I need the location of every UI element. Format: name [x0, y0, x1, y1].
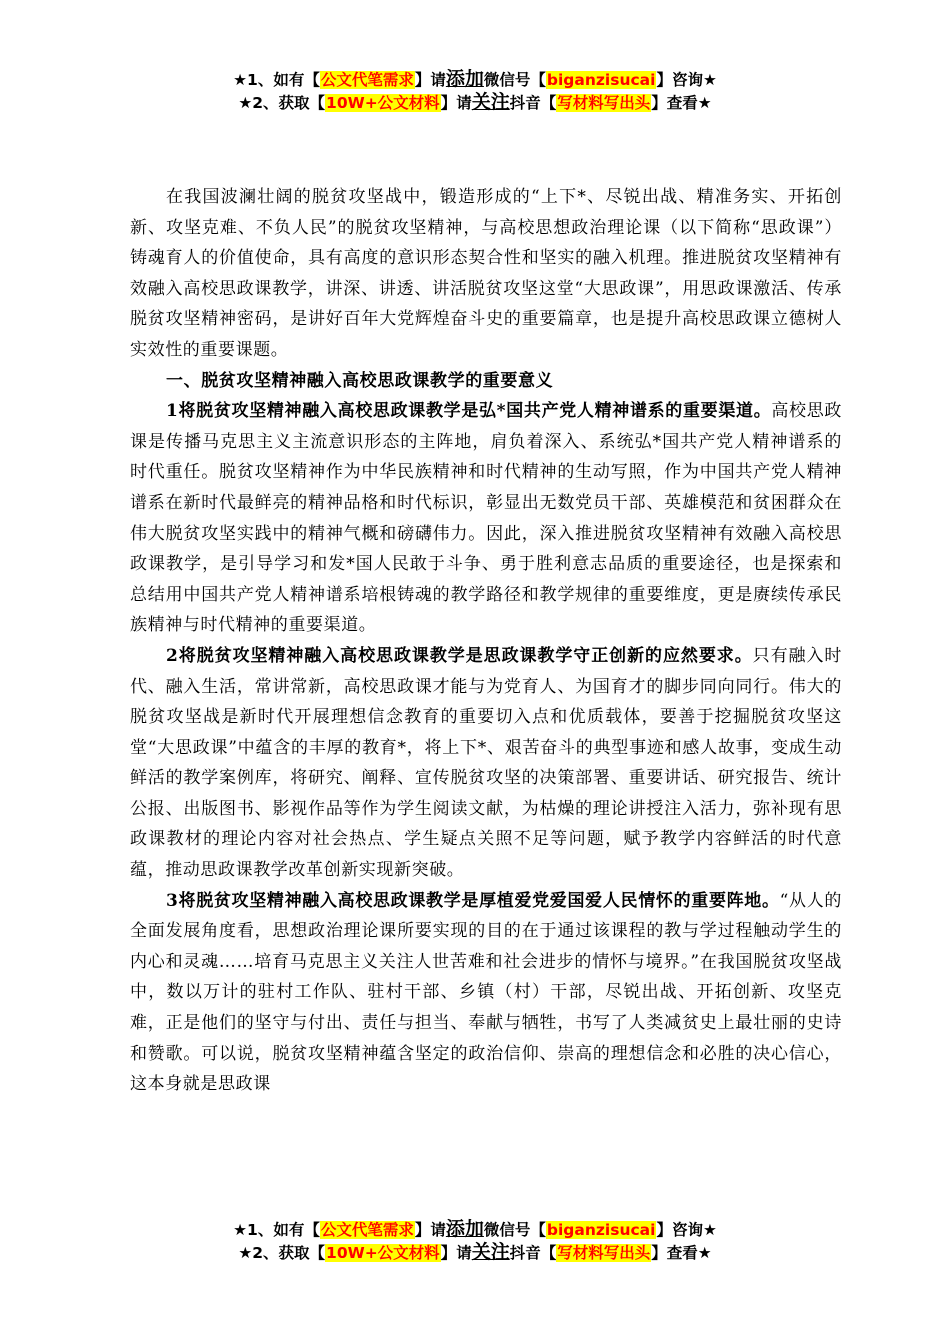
section-heading: 一、脱贫攻坚精神融入高校思政课教学的重要意义 [166, 370, 554, 391]
paragraph-3 [130, 886, 842, 1100]
promo-douyin-id: 写材料写出头 [557, 94, 651, 112]
promo-emphasis: 添加 [445, 68, 484, 90]
promo-emphasis: 关注 [471, 1241, 510, 1263]
top-promo-banner [0, 68, 950, 114]
bottom-promo-banner [0, 1218, 950, 1264]
promo-douyin-id: 写材料写出头 [557, 1244, 651, 1262]
paragraph-3-body: “从人的全面发展角度看，思想政治理论课所要实现的目的在于通过该课程的教与学过程触动学生的内心和灵魂……培育马克思主义关注人世苦难和社会进步的情怀与境界。”在我国脱贫攻坚战中，数以万计的驻村工作队、驻村干部、乡镇（村）干部，尽锐出战、开拓创新、攻坚克难，正是他们的坚守与付出、责任与担当、奉献与牺牲，书写了人类减贫史上最壮丽的史诗和赞歌。可以说，脱贫攻坚精神蕴含坚定的政治信仰、崇高的理想信念和必胜的决心信心，这本身就是思政课 [130, 890, 843, 1095]
promo-line-1: ★1、如有【公文代笔需求】请添加微信号【biganzisucai】咨询★ [233, 68, 717, 90]
promo-highlight: 公文代笔需求 [320, 1221, 414, 1239]
promo-highlight: 10W+公文材料 [326, 1244, 440, 1262]
article-body [130, 182, 842, 1100]
paragraph-1-body: 高校思政课是传播马克思主义主流意识形态的主阵地，肩负着深入、系统弘*国共产党人精神谱系的时代重任。脱贫攻坚精神作为中华民族精神和时代精神的生动写照，作为中国共产党人精神谱系在新时代最鲜亮的精神品格和时代标识，彰显出无数党员干部、英雄模范和贫困群众在伟大脱贫攻坚实践中的精神气概和磅礴伟力。因此，深入推进脱贫攻坚精神有效融入高校思政课教学，是引导学习和发*国人民敢于斗争、勇于胜利意志品质的重要途径，也是探索和总结用中国共产党人精神谱系培根铸魂的教学路径和教学规律的重要维度，更是赓续传承民族精神与时代精神的重要渠道。 [130, 401, 843, 636]
paragraph-2-lead: 2将脱贫攻坚精神融入高校思政课教学是思政课教学守正创新的应然要求。 [166, 645, 753, 666]
paragraph-2 [130, 641, 842, 886]
promo-wechat-id: biganzisucai [546, 71, 656, 89]
promo-line-2: ★2、获取【10W+公文材料】请关注抖音【写材料写出头】查看★ [238, 1241, 712, 1263]
paragraph-3-lead: 3将脱贫攻坚精神融入高校思政课教学是厚植爱党爱国爱人民情怀的重要阵地。 [166, 890, 780, 911]
paragraph-1 [130, 396, 842, 641]
promo-line-2: ★2、获取【10W+公文材料】请关注抖音【写材料写出头】查看★ [238, 91, 712, 113]
promo-emphasis: 添加 [445, 1218, 484, 1240]
paragraph-1-lead: 1将脱贫攻坚精神融入高校思政课教学是弘*国共产党人精神谱系的重要渠道。 [166, 401, 772, 422]
promo-highlight: 10W+公文材料 [326, 94, 440, 112]
paragraph-2-body: 只有融入时代、融入生活，常讲常新，高校思政课才能与为党育人、为国育才的脚步同向同行。伟大的脱贫攻坚战是新时代开展理想信念教育的重要切入点和优质载体，要善于挖掘脱贫攻坚这堂“大思政课”中蕴含的丰厚的教育*，将上下*、艰苦奋斗的典型事迹和感人故事，变成生动鲜活的教学案例库，将研究、阐释、宣传脱贫攻坚的决策部署、重要讲话、研究报告、统计公报、出版图书、影视作品等作为学生阅读文献，为枯燥的理论讲授注入活力，弥补现有思政课教材的理论内容对社会热点、学生疑点关照不足等问题，赋予教学内容鲜活的时代意蕴，推动思政课教学改革创新实现新突破。 [130, 645, 842, 881]
promo-line-1: ★1、如有【公文代笔需求】请添加微信号【biganzisucai】咨询★ [233, 1218, 717, 1240]
promo-emphasis: 关注 [471, 91, 510, 113]
promo-wechat-id: biganzisucai [546, 1221, 656, 1239]
intro-paragraph: 在我国波澜壮阔的脱贫攻坚战中，锻造形成的“上下*、尽锐出战、精准务实、开拓创新、攻坚克难、不负人民”的脱贫攻坚精神，与高校思想政治理论课（以下简称“思政课”）铸魂育人的价值使命，具有高度的意识形态契合性和坚实的融入机理。推进脱贫攻坚精神有效融入高校思政课教学，讲深、讲透、讲活脱贫攻坚这堂“大思政课”，用思政课激活、传承脱贫攻坚精神密码，是讲好百年大党辉煌奋斗史的重要篇章，也是提升高校思政课立德树人实效性的重要课题。 [130, 187, 842, 360]
promo-highlight: 公文代笔需求 [320, 71, 414, 89]
